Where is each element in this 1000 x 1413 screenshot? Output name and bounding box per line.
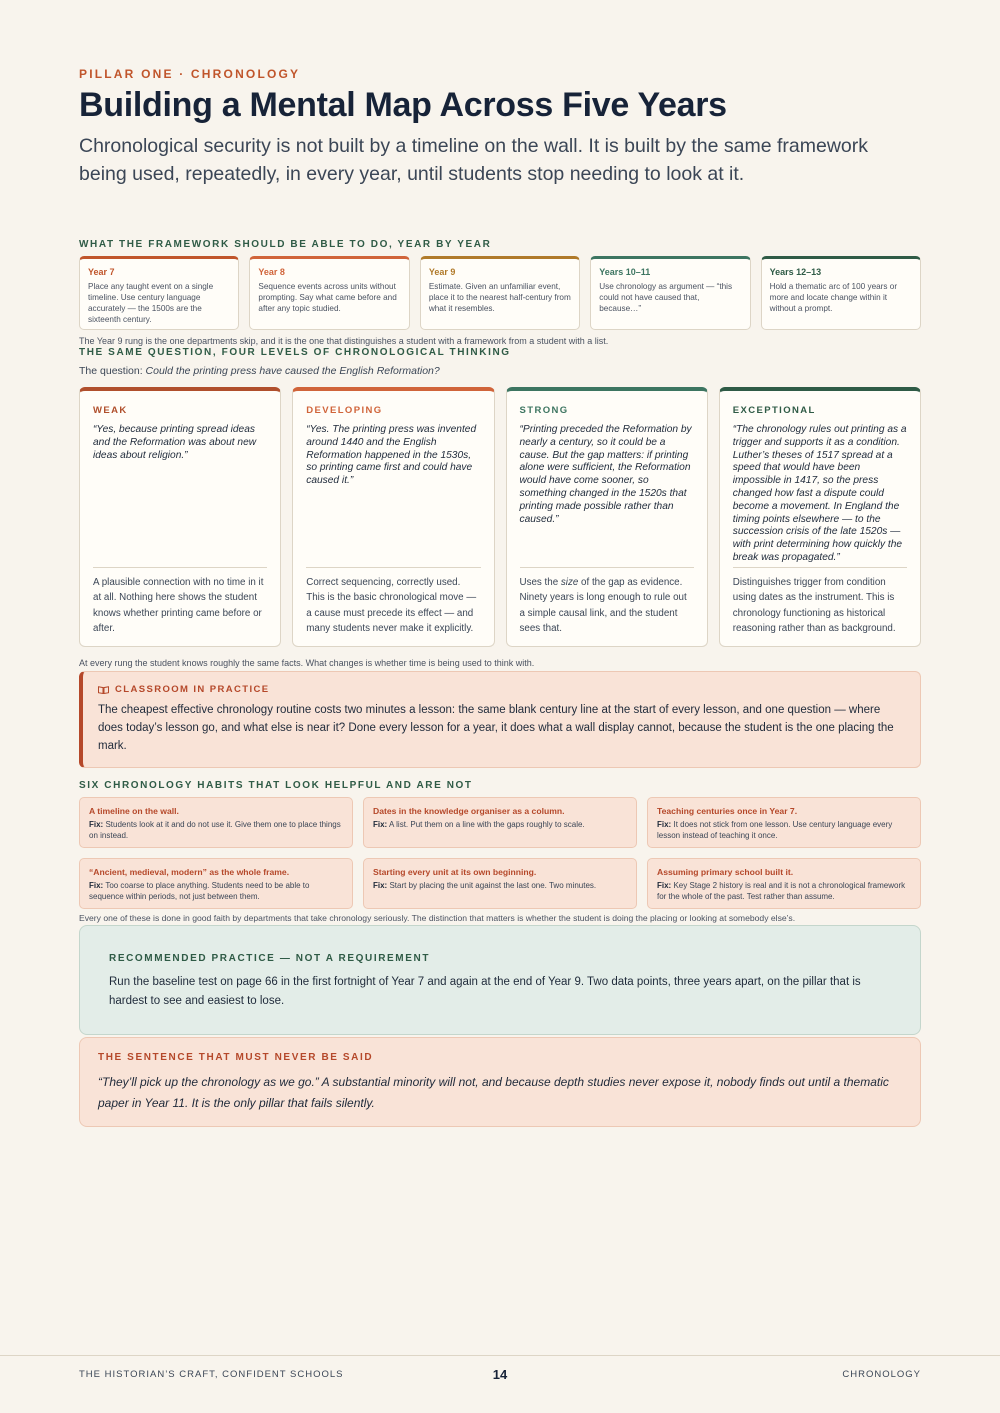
year-card [761,256,921,330]
fix-label: Fix: [89,881,104,890]
footer-divider [0,1355,1000,1356]
level-name: STRONG [519,405,569,416]
habit-fix-text: Too coarse to place anything. Students need to be able to sequence within periods, not just between them. [89,881,310,901]
recommended-practice [79,925,921,1035]
year-text: Estimate. Given an unfamiliar event, place it to the nearest half-century from what it resembles. [428,282,571,313]
year-name: Years 12–13 [769,267,822,277]
level-quote: “Yes. The printing press was invented around 1440 and the English Reformation happened in the 1530s, so printing came first and could have caused it.” [306,424,477,487]
never-text: “They’ll pick up the chronology as we go.” A substantial minority will not, and because depth studies never expose it, nobody finds out until a thematic paper in Year 11. It is the only pillar that fails silently. [98,1075,889,1110]
habit-card [647,797,921,848]
level-desc: Distinguishes trigger from condition using dates as the instrument. This is chronology functioning as historical reasoning rather than as background. [733,567,907,636]
habit-fix [657,819,911,841]
footer-section: CHRONOLOGY [842,1369,921,1380]
year-card [590,256,750,330]
classroom-text: The cheapest effective chronology routine costs two minutes a lesson: the same blank century line at the start of every lesson, and one question — where does today’s lesson go, and what else is near it? Done every lesson for a year, it does what a wall display cannot, because the student is the one placing the mark. [98,704,894,752]
question-prefix: The question: [79,365,146,377]
level-card-weak [79,387,281,647]
fix-label: Fix: [657,820,672,829]
level-name: DEVELOPING [306,405,383,416]
habit-card [647,858,921,909]
fix-label: Fix: [89,820,104,829]
habit-fix-text: It does not stick from one lesson. Use century language every lesson instead of teaching it once. [657,820,893,840]
year-name: Year 8 [258,267,285,277]
habit-fix-text: Key Stage 2 history is real and it is not a chronological framework for the whole of the past. Test rather than assume. [657,881,906,901]
book-icon [98,686,109,694]
footer-book-title: THE HISTORIAN’S CRAFT, CONFIDENT SCHOOLS [79,1369,344,1380]
year-name: Year 7 [88,267,115,277]
fix-label: Fix: [373,881,388,890]
framework-note: The Year 9 rung is the one departments skip, and it is the one that distinguishes a student with a framework from a student with a list. [79,336,609,346]
level-desc-em: size [560,577,579,589]
level-quote: “Printing preceded the Reformation by nearly a century, so it could be a cause. But the gap matters: if printing alone were sufficient, the Reformation would have come sooner, so something changed in the 1520s that printing made possible rather than caused.” [519,424,692,525]
habits-note: Every one of these is done in good faith by departments that take chronology seriously. The distinction that matters is whether the student is doing the placing or looking at somebody else’s. [79,913,796,923]
level-cards [79,387,921,647]
lede: Chronological security is not built by a timeline on the wall. It is built by the same framework being used, repeatedly, in every year, until students stop needing to look at it. [79,135,869,185]
fix-label: Fix: [657,881,672,890]
level-desc [520,567,694,636]
habit-title: “Ancient, medieval, modern” as the whole frame. [89,867,290,877]
level-card-strong [506,387,708,647]
level-card-developing [292,387,494,647]
habit-fix-text: Start by placing the unit against the last one. Two minutes. [389,881,597,890]
levels-label: THE SAME QUESTION, FOUR LEVELS OF CHRONOLOGICAL THINKING [79,347,511,358]
never-said-box [79,1037,921,1127]
habit-title: A timeline on the wall. [89,806,179,816]
habit-title: Teaching centuries once in Year 7. [657,806,798,816]
kicker: PILLAR ONE · CHRONOLOGY [79,67,301,81]
level-card-exceptional [719,387,921,647]
recommended-text: Run the baseline test on page 66 in the first fortnight of Year 7 and again at the end of Year 9. Two data points, three years apart, on the pillar that is hardest to see and easiest to lose. [109,976,861,1007]
habit-title: Starting every unit at its own beginning. [373,867,537,877]
habit-card [79,797,353,848]
framework-label: WHAT THE FRAMEWORK SHOULD BE ABLE TO DO, YEAR BY YEAR [79,239,492,250]
year-text: Sequence events across units without prompting. Say what came before and after any topic studied. [258,282,397,313]
year-card [79,256,239,330]
habit-card [363,858,637,909]
recommended-label: RECOMMENDED PRACTICE — NOT A REQUIREMENT [109,953,431,964]
level-desc-post: of the gap as evidence. Ninety years is long enough to rule out a simple causal link, and the student sees that. [519,577,687,634]
habit-fix [89,819,343,841]
habit-fix [373,819,627,830]
habit-fix [657,880,911,902]
habit-fix [89,880,343,902]
year-cards [79,256,921,330]
year-text: Use chronology as argument — “this could not have caused that, because…” [599,282,733,313]
habit-card [79,858,353,909]
level-desc-pre: Uses the [519,577,561,589]
question-text: Could the printing press have caused the English Reformation? [145,365,440,377]
fix-label: Fix: [373,820,388,829]
footer [79,1368,921,1382]
levels-note: At every rung the student knows roughly the same facts. What changes is whether time is being used to think with. [79,658,535,668]
page-title: Building a Mental Map Across Five Years [79,86,727,124]
level-quote: “The chronology rules out printing as a trigger and supports it as a condition. Luther’s theses of 1517 spread at a speed that would have been impossible in 1417, so the press changed how fast a dispute could become a movement. In England the timing points elsewhere — to the succession crisis of the late 1520s — with print determining how quickly the break was propagated.” [732,424,907,563]
year-name: Year 9 [428,267,456,277]
year-card [249,256,409,330]
classroom-callout [79,671,921,768]
habit-fix-text: Students look at it and do not use it. Give them one to place things on instead. [89,820,341,840]
year-text: Place any taught event on a single timeline. Use century language accurately — the 1500s are the sixteenth century. [88,282,214,324]
habit-fix [373,880,627,891]
habit-title: Dates in the knowledge organiser as a column. [373,806,565,816]
level-desc: Correct sequencing, correctly used. This is the basic chronological move — a cause must precede its effect — and many students never make it explicitly. [306,567,480,636]
habits-label: SIX CHRONOLOGY HABITS THAT LOOK HELPFUL AND ARE NOT [79,780,473,791]
level-desc: A plausible connection with no time in it at all. Nothing here shows the student knows whether printing came before or after. [93,567,267,636]
habit-fix-text: A list. Put them on a line with the gaps roughly to scale. [389,820,585,829]
question [79,365,440,377]
page-number: 14 [492,1367,508,1382]
never-label: THE SENTENCE THAT MUST NEVER BE SAID [98,1052,374,1063]
classroom-label: CLASSROOM IN PRACTICE [115,684,270,695]
habit-card [363,797,637,848]
year-text: Hold a thematic arc of 100 years or more and locate change within it without a prompt. [769,282,898,313]
year-card [420,256,580,330]
level-name: EXCEPTIONAL [732,405,816,416]
level-quote: “Yes, because printing spread ideas and the Reformation was about new ideas about religion.” [93,424,257,461]
level-name: WEAK [93,405,128,416]
year-name: Years 10–11 [599,267,651,277]
habit-title: Assuming primary school built it. [657,867,794,877]
classroom-label-row [98,684,904,695]
habits-grid [79,797,921,909]
